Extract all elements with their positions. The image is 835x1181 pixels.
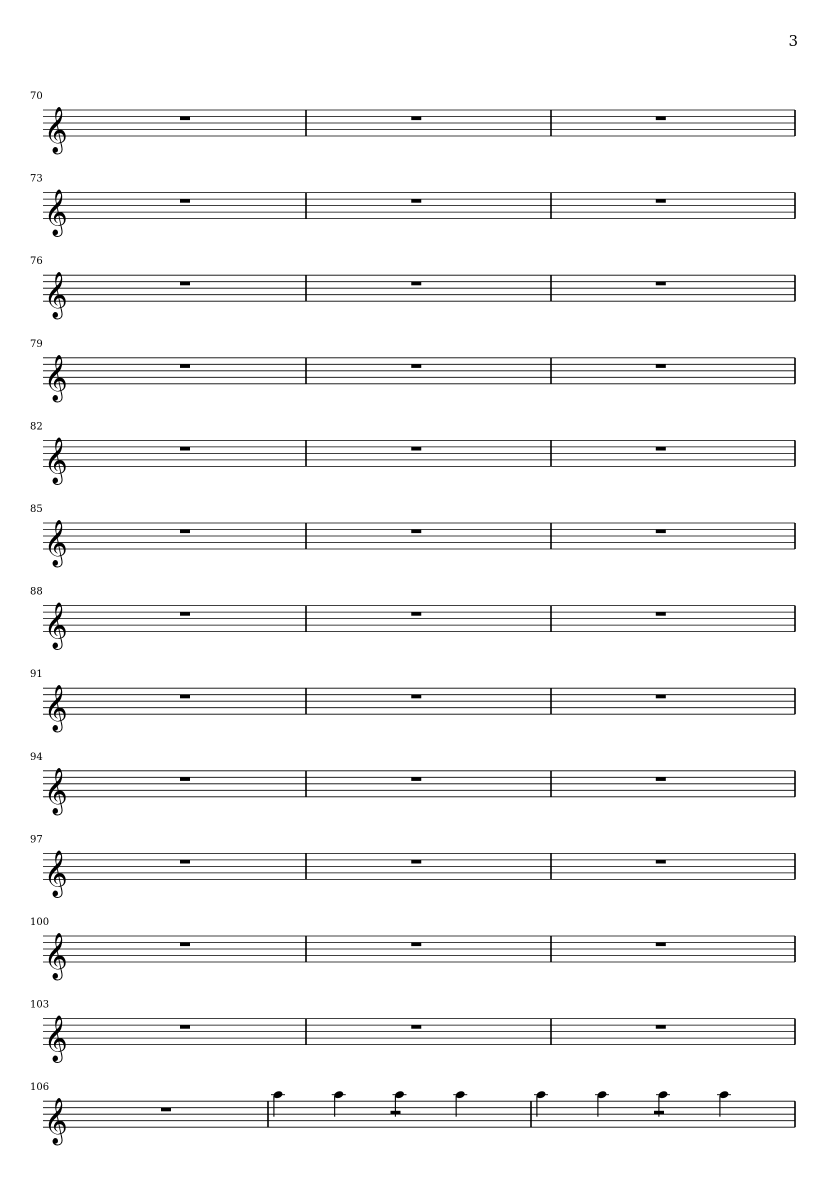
whole-rest-icon <box>180 612 190 616</box>
whole-rest-icon <box>411 447 421 451</box>
treble-clef-icon: 𝄞 <box>44 767 68 814</box>
whole-rest-icon <box>180 943 190 947</box>
treble-clef-icon: 𝄞 <box>44 272 68 319</box>
whole-rest-icon <box>656 860 666 864</box>
half-rest-icon <box>391 1111 401 1114</box>
whole-rest-icon <box>180 695 190 699</box>
whole-rest-icon <box>180 777 190 781</box>
treble-clef-icon: 𝄞 <box>44 1015 68 1062</box>
treble-clef-icon: 𝄞 <box>44 354 68 401</box>
measure-number: 85 <box>30 504 43 515</box>
measure-number: 70 <box>30 91 43 102</box>
measure-number: 94 <box>30 751 43 763</box>
measure-number: 76 <box>30 256 43 268</box>
page-number: 3 <box>788 32 798 50</box>
whole-rest-icon <box>411 530 421 534</box>
measure-number: 88 <box>30 586 43 598</box>
whole-rest-icon <box>180 447 190 451</box>
measure-number: 103 <box>30 999 50 1011</box>
whole-rest-icon <box>180 364 190 368</box>
measure-number: 106 <box>30 1082 50 1094</box>
whole-rest-icon <box>411 695 421 699</box>
whole-rest-icon <box>411 777 421 781</box>
whole-rest-icon <box>656 447 666 451</box>
whole-rest-icon <box>180 530 190 534</box>
whole-rest-icon <box>656 199 666 203</box>
whole-rest-icon <box>656 117 666 121</box>
whole-rest-icon <box>411 943 421 947</box>
treble-clef-icon: 𝄞 <box>44 107 68 153</box>
whole-rest-icon <box>411 364 421 368</box>
treble-clef-icon: 𝄞 <box>44 685 68 732</box>
treble-clef-icon: 𝄞 <box>44 602 68 649</box>
whole-rest-icon <box>656 943 666 947</box>
whole-rest-icon <box>180 282 190 286</box>
measure-number: 82 <box>30 421 43 433</box>
treble-clef-icon: 𝄞 <box>44 933 68 979</box>
whole-rest-icon <box>656 1025 666 1029</box>
treble-clef-icon: 𝄞 <box>44 437 68 484</box>
whole-rest-icon <box>161 1108 171 1112</box>
whole-rest-icon <box>180 860 190 864</box>
whole-rest-icon <box>411 199 421 203</box>
whole-rest-icon <box>656 282 666 286</box>
whole-rest-icon <box>656 530 666 534</box>
half-rest-icon <box>654 1111 664 1114</box>
whole-rest-icon <box>180 117 190 121</box>
whole-rest-icon <box>411 612 421 616</box>
measure-number: 100 <box>30 917 50 928</box>
whole-rest-icon <box>411 117 421 121</box>
whole-rest-icon <box>411 860 421 864</box>
treble-clef-icon: 𝄞 <box>44 520 68 566</box>
treble-clef-icon: 𝄞 <box>44 1098 68 1145</box>
measure-number: 91 <box>30 669 43 681</box>
treble-clef-icon: 𝄞 <box>44 189 68 236</box>
whole-rest-icon <box>180 199 190 203</box>
whole-rest-icon <box>656 777 666 781</box>
whole-rest-icon <box>656 695 666 699</box>
measure-number: 97 <box>30 834 43 846</box>
whole-rest-icon <box>411 282 421 286</box>
measure-number: 73 <box>30 173 43 185</box>
treble-clef-icon: 𝄞 <box>44 850 68 897</box>
whole-rest-icon <box>411 1025 421 1029</box>
whole-rest-icon <box>656 364 666 368</box>
measure-number: 79 <box>30 338 43 350</box>
whole-rest-icon <box>656 612 666 616</box>
whole-rest-icon <box>180 1025 190 1029</box>
